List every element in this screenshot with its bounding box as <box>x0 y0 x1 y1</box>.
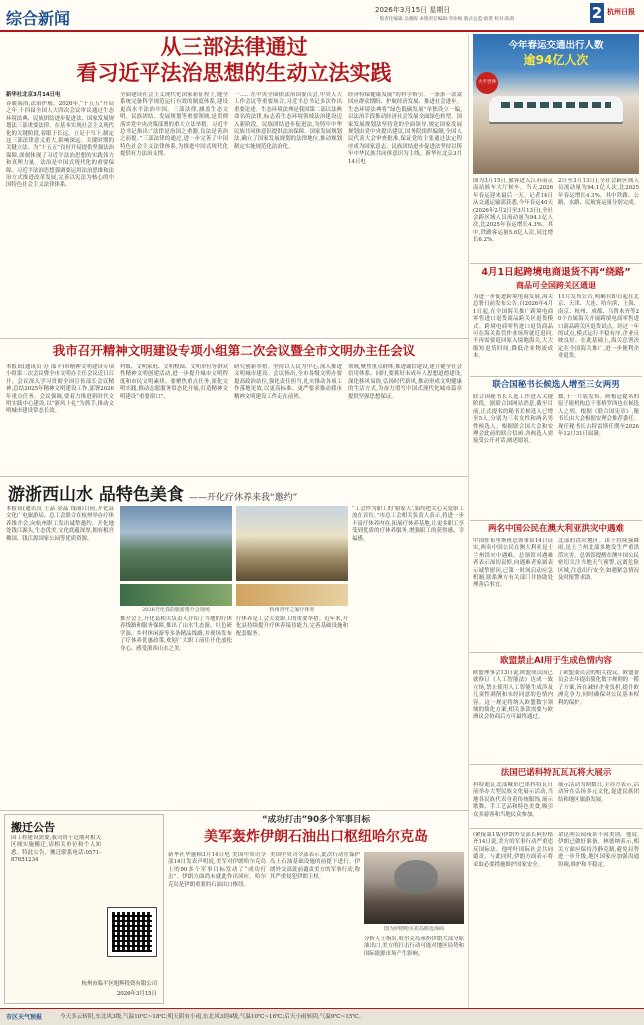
travel-photo-1 <box>120 506 232 581</box>
wenming-column-3: 研究创新举措。坚持以人民为中心,深入推进文明城市建设。会议指出,全市各级文明办要提高政治站位,强化责任担当,扎实推动各项工作落地见效,以更高标准、更严要求推动我市精神文明建设工作走在前列。 <box>234 364 342 400</box>
travel-photo-2 <box>236 506 348 581</box>
travel-headline-main: 游浙西山水 品特色美食 <box>8 485 184 502</box>
hormuz-column-2: 美国中央司令部表示,此次行动在保护岛上石油基础设施的前提下进行。伊朗外交部此前谴责美方的军事行动,称其严重侵犯伊朗主权。 <box>270 852 360 881</box>
notice-box <box>4 814 164 1004</box>
notice-text: 因工程建设需要,我司将于近期对相关区域实施搬迁,请相关单位和个人知悉。特此公告。搬迁联系电话:0571-87651234 <box>11 835 101 864</box>
hormuz-photo <box>364 852 464 924</box>
travel-photo-3 <box>120 584 232 606</box>
travel-column-2: 推介会上,开化县相关负责人介绍了当地的疗休养线路和服务保障,推出了山水生态游、红色研学游、乡村休闲游等多条精品线路,并现场发布了疗休养优惠政策,欢迎广大职工前往开化放松身心、感受浙西山水之美。 <box>120 616 232 652</box>
stats-badge: 大平世界 <box>476 72 498 94</box>
hormuz-kicker: “成功打击”90多个军事目标 <box>261 815 370 825</box>
train-windows-graphic <box>501 102 611 108</box>
oumeng-column-1: 欧盟理事会13日说,欧盟成员国已就修订《人工智能法》达成一致立场,禁止使用人工智能生成涉及儿童性剥削和未经同意的色情内容。这一规定将纳入欧盟数字领域的简化方案,相关条款需要与欧洲议会协商后方可最终通过。 <box>473 670 553 721</box>
section-title: 综合新闻 <box>6 9 71 28</box>
lead-column-4: 经济特保健康发展”的科学指引。一条条一款款回应群众期盼、护航经济发展、推进社会进步。生态环境法典将“绿色低碳发展”单独设立一编,以法治手段推动经济社会发展全面绿色转型。国家发展规划法坚持党的全面领导,规定国家发展规划由党中央提出建议,国务院组织编制,全国人民代表大会审查批准,保证党的主张通过法定程序成为国家意志。民族团结进步促进法坚持以铸牢中华民族共同体意识为主线。新华社北京3月14日电 <box>348 92 462 165</box>
stats-value: 逾94亿人次 <box>523 53 589 67</box>
liangming-column-1: 中国驻布里斯班总领事馆14日证实,两名中国公民在澳大利亚昆士兰州洪灾中遇难。总领馆对遇难者表示深切哀悼,向遇难者家属表示诚挚慰问,已第一时间启动应急机制,联系澳方有关部门并协助处理善后事宜。 <box>473 538 553 589</box>
train-car-graphic <box>489 96 623 122</box>
rule <box>470 828 642 829</box>
smoke-graphic <box>394 860 438 894</box>
travel-photo-4 <box>236 584 348 606</box>
ecom-headline: 4月1日起跨境电商退货不再“绕路” <box>481 267 631 278</box>
masthead <box>0 0 644 32</box>
falv-column-1: 科特迪瓦北部城市巴诺科特瓦日前举办大型民族文化展示活动,当地各民族代表身着传统服饰,展示歌舞、手工艺品和特色美食,吸引众多游客和当地民众参加。 <box>473 782 553 818</box>
weather-bar <box>0 1008 644 1025</box>
lead-headline-1: 从三部法律通过 <box>160 35 308 59</box>
travel-headline <box>8 480 464 502</box>
oumeng-column-2: 了欧盟委员会的相关提议。欧盟委员会去年提出简化数字规则的一揽子方案,旨在减轻企业负担,提升欧洲竞争力,同时确保对公民基本权利的保护。 <box>558 670 639 706</box>
qr-code-pattern <box>112 912 152 952</box>
hormuz-column-3: 分析人士指出,哈尔克岛承担伊朗大部分原油出口,美方的打击行动可能对地区局势和国际能源市场产生影响。 <box>364 936 464 957</box>
lead-column-3: 一……在中央全面依法治国委员会,中央人大工作会议等重要场合,习近平总书记多次作出重要论述。生态环境法典是我国第二部以法典命名的法律,标志着生态环境领域法治建设迈入新阶段。民族团结进步促进法,为铸牢中华民族共同体意识提供法治保障。国家发展规划法,确立了国家发展规划的法律地位,推动规划制定实施规范化法治化。 <box>234 92 342 150</box>
rule <box>470 263 642 264</box>
qr-code-icon <box>107 907 157 957</box>
weather-text: 今天多云转阴,东北风3级,气温10℃~18℃;明天阴有小雨,东北风3到4级,气温10℃~16℃;后天小雨转阴,气温9℃~15℃。 <box>60 1014 365 1020</box>
rule <box>470 520 642 521</box>
right-bottom-column-2: 余昆明公园夜景不同类别。他说,伊朗已做好准备。林德纳表示,相关方面应保持冷静克制,避免局势进一步升级,地区国家应加强沟通协调,维护和平稳定。 <box>558 832 639 868</box>
editor-line: 一版责任编辑:吴晓晖 本版责任编辑:罗冰梅 版式总监:俞赟 校对:陈禹 <box>375 17 515 22</box>
ecom-subheadline: 商品可全国跨关区通退 <box>516 281 596 290</box>
column-divider <box>468 34 469 1024</box>
rule <box>0 338 468 339</box>
oumeng-headline: 欧盟禁止AI用于生成色情内容 <box>500 656 612 666</box>
falv-headline: 法国巴诺科特瓦瓦瓦将大展示 <box>500 768 612 778</box>
rule <box>0 476 468 477</box>
notice-sign: 杭州市临平区旭辉投资有限公司 <box>81 981 157 987</box>
page-number-badge: 2 <box>591 4 603 22</box>
notice-date: 2026年3月15日 <box>116 991 157 997</box>
wenming-column-2: 村镇、文明家庭、文明校园、文明单位等群众性精神文明创建活动,进一步提升城市文明程度和市民文明素质。要聚焦重点任务,深化文明实践,推动志愿服务常态化开展,打造精神文明建设“重要窗口”。 <box>120 364 228 400</box>
lead-column-2: 全面建设社会主义现代化国家新征程上,健全系统完备科学规范运行有效的制度体系,建设更高水平法治中国。三部法律,涵盖生态文明、民族团结、发展规划等重要领域,是贯彻落实党中央决策部署的重大立法举措。习近平总书记指出:“法律是治国之重器,良法是善治之前提。”三部法律的通过,进一步完善了中国特色社会主义法律体系,为推进中国式现代化提供有力法治支撑。 <box>120 92 228 158</box>
lead-byline: 新华社北京3月14日电 <box>6 92 61 98</box>
weather-label: 市区天气预报 <box>6 1014 43 1021</box>
lianhe-column-2: 数,于一月底发布。阿根廷提名的原子能机构总干事格罗西也在候选人之列。根据《联合国宪章》,秘书长由大会根据安理会推荐委任。现任秘书长古特雷斯任期至2026年12月31日届满。 <box>558 394 639 438</box>
lead-column-1: 春暖海浴,法治护航。2026年,“十五五”开局之年,十四届全国人大四次会议审议通过生态环境法典、民族团结进步促进法、国家发展规划法三部重要法律。在基本实现社会主义现代化的关键阶段,着眼于长远、立足于当下,制定这三部法律意义重大,影响深远。关键时期的关键立法。为“十五五”良好开局提供坚强法治保障,深刻体现了习近平法治思想的实践伟力和真理力量。法治是中国式现代化的重要保障。习近平法治思想强调要运用法治思维和法治方式推进改革发展,完善以宪法为核心的中国特色社会主义法律体系。 <box>6 101 114 189</box>
ecom-column-2: 11月发布公告,明确自即日起在北京、天津、大连、哈尔滨、上海、南京、杭州、成都、乌鲁木齐等20个直属海关开展跨境电商零售进口商品跨关区退货试点。经过一年的试点,模式运行平稳有序,企业反映良好。在此基础上,海关总署决定在全国海关推广,进一步便利企业退货。 <box>558 294 639 360</box>
hormuz-headline: 美军轰炸伊朗石油出口枢纽哈尔克岛 <box>204 829 428 845</box>
right-bottom-column-1: (紧接第1版)伊朗外交部长阿拉格齐14日说,美方的军事行动严重违反国际法。他呼吁国际社会共同谴责。与此同时,伊朗方面表示将采取必要措施维护国家安全。 <box>473 832 553 868</box>
issue-date: 2026年3月15日 星期日 <box>375 6 451 14</box>
hormuz-photo-caption: 图为伊朗哈尔克岛附近海面 <box>383 926 444 932</box>
newspaper-logo: 杭州日报 <box>607 7 635 16</box>
rule <box>0 810 468 811</box>
stats-title: 今年春运交通出行人数 <box>508 40 604 51</box>
lianhe-headline: 联合国秘书长候选人增至三女两男 <box>492 380 620 390</box>
liangming-headline: 两名中国公民在澳大利亚洪灾中遇难 <box>487 524 624 534</box>
liangming-column-2: 北部的洪灾地区。由于持续强降雨,昆士兰州北部多地发生严重洪涝灾害。总领馆提醒在澳中国公民密切关注当地天气预警,远离危险区域,注意出行安全,如遇紧急情况及时报警求助。 <box>558 538 639 582</box>
lianhe-column-1: 联合国秘书长人选工作进入关键阶段。据联合国网站消息,截至目前,正式提名的秘书长候选人已增至5人,分别为三名女性和两名男性候选人。根据联合国大会和安理会此前的联合信函,各候选人需接受公开对话,阐述愿景。 <box>473 394 553 445</box>
stats-column-2: 2日至3月13日),全社会跨区域人员流动量为94.1亿人次,比2025年春运增长4.3%。其中铁路、公路、水路、民航客运量分别完成。 <box>558 178 639 207</box>
wenming-headline: 我市召开精神文明建设专项小组第二次会议暨全市文明办主任会议 <box>52 343 416 358</box>
ecom-column-1: 为进一步促进跨境电商发展,海关总署日前发布公告,自2026年4月1日起,在全国海关推广跨境电商零售进口退货商品跨关区退货模式。跨境电商零售进口退货商品可在海关监管作业场所就近退回,不再需要退回原入境地海关,大大缩短退货时间,降低企业物流成本。 <box>473 294 553 360</box>
travel-column-4: “工会作为职工的‘娘家人’,始终把关心关爱职工放在首位。”市总工会相关负责人表示,将进一步丰富疗休养内容,拓展疗休养基地,让更多职工享受到优质的疗休养服务,增强职工的获得感、幸福感。 <box>352 506 464 542</box>
rule <box>470 376 642 377</box>
rule <box>470 764 642 765</box>
travel-column-1: 本报讯(通讯员 王晶 金晶 钱丽)目前,开化县文化广电旅游局、总工会联合在杭州举办疗休养推介会,向杭州职工发出诚挚邀约。开化地处钱江源头,生态优美,文化底蕴深厚,拥有根宫佛国、钱江源国家公园等优质资源。 <box>6 506 114 542</box>
stats-column-1: 图为3月15日,旅客进入江苏南京南站候车大厅候车。当天,2026年春运迎来最后一天。记者14日从交通运输部获悉,今年春运40天(2026年2月2日至3月13日),全社会跨区域人员流动量为94.1亿人次,比2025年春运增长4.3%。其中,铁路客运量5.6亿人次,同比增长6.2%。 <box>473 178 553 244</box>
falv-column-2: 展示活动为期数日,主办方表示,活动旨在弘扬多元文化,促进民族团结和地区旅游发展。 <box>558 782 639 803</box>
travel-photo-caption: 2026开化春韵旅游推介会现场 <box>142 607 210 613</box>
travel-column-3: 疗休养是工会关爱职工的重要举措。近年来,开化县持续提升疗休养接待能力,完善基础设施和配套服务。 <box>236 616 348 637</box>
hormuz-column-1: 新华社华盛顿3月14日电 美国中央司令部14日发表声明说,美军对伊朗哈尔克岛上的90多个军事目标发动了“成功打击”。伊朗方面尚未就此作出回应。哈尔克岛是伊朗重要的石油出口枢纽。 <box>168 852 266 888</box>
lead-headline-2: 看习近平法治思想的生动立法实践 <box>76 61 392 85</box>
notice-title: 搬迁公告 <box>11 821 55 834</box>
wenming-column-4: 领域,聚焦重点群体,推进诚信建设,建立健全社会信用体系。同时,要抓好未成年人思想道德建设,深化移风易俗,弘扬时代新风,推动形成文明健康的生活方式,为奋力谱写中国式现代化城市篇章提供坚强思想保证。 <box>348 364 462 400</box>
travel-headline-sub: ——开化疗休养来我“邀约” <box>189 493 298 502</box>
wenming-column-1: 本报讯(通讯员 办 邵卡)市精神文明建设专项小组第二次会议暨全市文明办主任会议近日召开。会议深入学习贯彻全国宣传部长会议精神,总结2025年精神文明建设工作,部署2026年重点任务。会议强调,要着力推进新时代文明实践中心建设,以“浙风十礼”为抓手,推动文明城市建设常态长效。 <box>6 364 114 415</box>
travel-photo-caption-2: 杭州青年之家疗休养 <box>269 607 315 613</box>
rule <box>470 652 642 653</box>
